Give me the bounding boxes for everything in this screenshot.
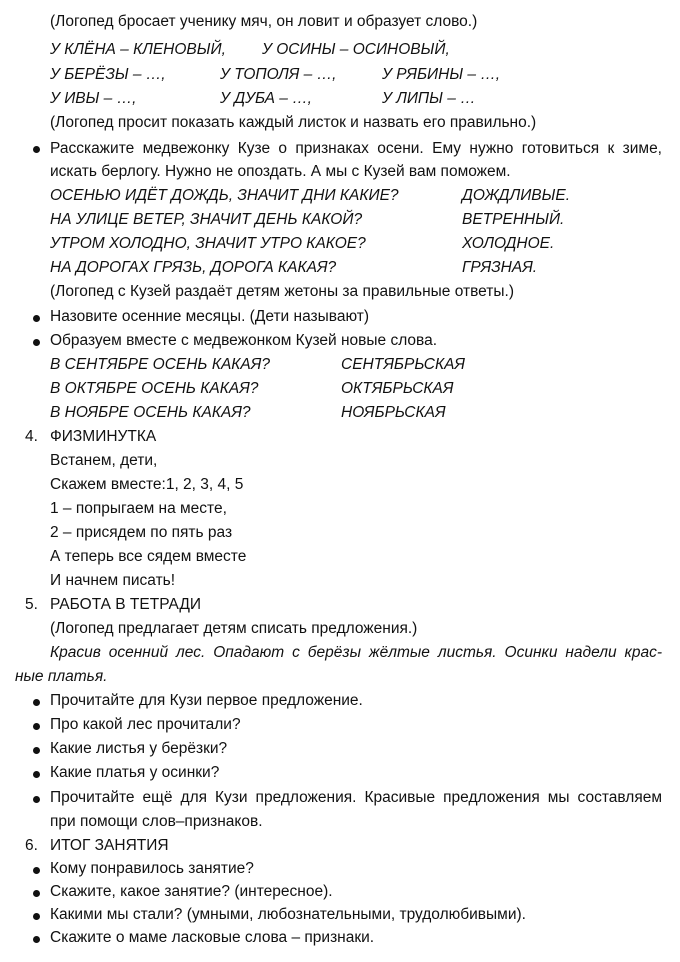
section-number: 5. [25, 596, 38, 613]
example-line: У ОСИНЫ – ОСИНОВЫЙ, [262, 41, 450, 58]
question-line: НА ДОРОГАХ ГРЯЗЬ, ДОРОГА КАКАЯ? [50, 259, 337, 276]
question-line: В НОЯБРЕ ОСЕНЬ КАКАЯ? [50, 404, 251, 421]
section-heading: ФИЗМИНУТКА [50, 428, 157, 445]
list-item: Скажите, какое занятие? (интересное). [50, 883, 333, 900]
answer-line: ОКТЯБРЬСКАЯ [341, 380, 454, 397]
example-line: У БЕРЁЗЫ – …, [50, 66, 166, 83]
list-item: Прочитайте ещё для Кузи предложения. Красивые предложения мы составляем [50, 789, 662, 806]
poem-line: И начнем писать! [50, 572, 176, 589]
list-item: Какие листья у берёзки? [50, 740, 228, 757]
poem-line: 2 – присядем по пять раз [50, 524, 233, 541]
answer-line: ГРЯЗНАЯ. [462, 259, 538, 276]
text-line: (Логопед бросает ученику мяч, он ловит и образует слово.) [50, 13, 478, 30]
poem-line: А теперь все сядем вместе [50, 548, 247, 565]
question-line: В СЕНТЯБРЕ ОСЕНЬ КАКАЯ? [50, 356, 270, 373]
example-line: У ИВЫ – …, [50, 90, 137, 107]
question-line: УТРОМ ХОЛОДНО, ЗНАЧИТ УТРО КАКОЕ? [50, 235, 366, 252]
question-line: В ОКТЯБРЕ ОСЕНЬ КАКАЯ? [50, 380, 259, 397]
text-line: (Логопед с Кузей раздаёт детям жетоны за правильные ответы.) [50, 283, 514, 300]
text-line: (Логопед предлагает детям списать предложения.) [50, 620, 418, 637]
list-item-continued: при помощи слов–признаков. [50, 813, 263, 830]
bullet-icon [33, 771, 40, 778]
list-item-continued: искать берлогу. Нужно не опоздать. А мы с Кузей вам поможем. [50, 163, 511, 180]
list-item: Расскажите медвежонку Кузе о признаках осени. Ему нужно готовиться к зиме, [50, 140, 662, 157]
bullet-icon [33, 315, 40, 322]
section-number: 6. [25, 837, 38, 854]
section-heading: РАБОТА В ТЕТРАДИ [50, 596, 202, 613]
text-line: (Логопед просит показать каждый листок и назвать его правильно.) [50, 114, 537, 131]
bullet-icon [33, 723, 40, 730]
example-line: У КЛЁНА – КЛЕНОВЫЙ, [50, 41, 226, 58]
section-heading: ИТОГ ЗАНЯТИЯ [50, 837, 169, 854]
example-line: У ДУБА – …, [220, 90, 312, 107]
bullet-icon [33, 146, 40, 153]
example-line: У РЯБИНЫ – …, [382, 66, 501, 83]
answer-line: НОЯБРЬСКАЯ [341, 404, 446, 421]
example-line: У ЛИПЫ – … [382, 90, 476, 107]
bullet-icon [33, 339, 40, 346]
list-item: Кому понравилось занятие? [50, 860, 254, 877]
poem-line: 1 – попрыгаем на месте, [50, 500, 227, 517]
question-line: ОСЕНЬЮ ИДЁТ ДОЖДЬ, ЗНАЧИТ ДНИ КАКИЕ? [50, 187, 399, 204]
bullet-icon [33, 867, 40, 874]
bullet-icon [33, 913, 40, 920]
answer-line: ДОЖДЛИВЫЕ. [462, 187, 571, 204]
question-line: НА УЛИЦЕ ВЕТЕР, ЗНАЧИТ ДЕНЬ КАКОЙ? [50, 211, 363, 228]
exercise-text-continued: ные платья. [15, 668, 108, 685]
section-number: 4. [25, 428, 38, 445]
bullet-icon [33, 890, 40, 897]
list-item: Про какой лес прочитали? [50, 716, 241, 733]
bullet-icon [33, 699, 40, 706]
list-item: Образуем вместе с медвежонком Кузей новые слова. [50, 332, 438, 349]
answer-line: ХОЛОДНОЕ. [462, 235, 555, 252]
list-item: Прочитайте для Кузи первое предложение. [50, 692, 363, 709]
bullet-icon [33, 747, 40, 754]
bullet-icon [33, 936, 40, 943]
list-item: Какие платья у осинки? [50, 764, 220, 781]
exercise-text: Красив осенний лес. Опадают с берёзы жёлтые листья. Осинки надели крас- [50, 644, 662, 661]
list-item: Какими мы стали? (умными, любознательными, трудолюбивыми). [50, 906, 526, 923]
list-item: Назовите осенние месяцы. (Дети называют) [50, 308, 369, 325]
example-line: У ТОПОЛЯ – …, [220, 66, 337, 83]
poem-line: Встанем, дети, [50, 452, 158, 469]
list-item: Скажите о маме ласковые слова – признаки. [50, 929, 375, 946]
poem-line: Скажем вместе:1, 2, 3, 4, 5 [50, 476, 244, 493]
answer-line: ВЕТРЕННЫЙ. [462, 211, 565, 228]
answer-line: СЕНТЯБРЬСКАЯ [341, 356, 465, 373]
bullet-icon [33, 796, 40, 803]
